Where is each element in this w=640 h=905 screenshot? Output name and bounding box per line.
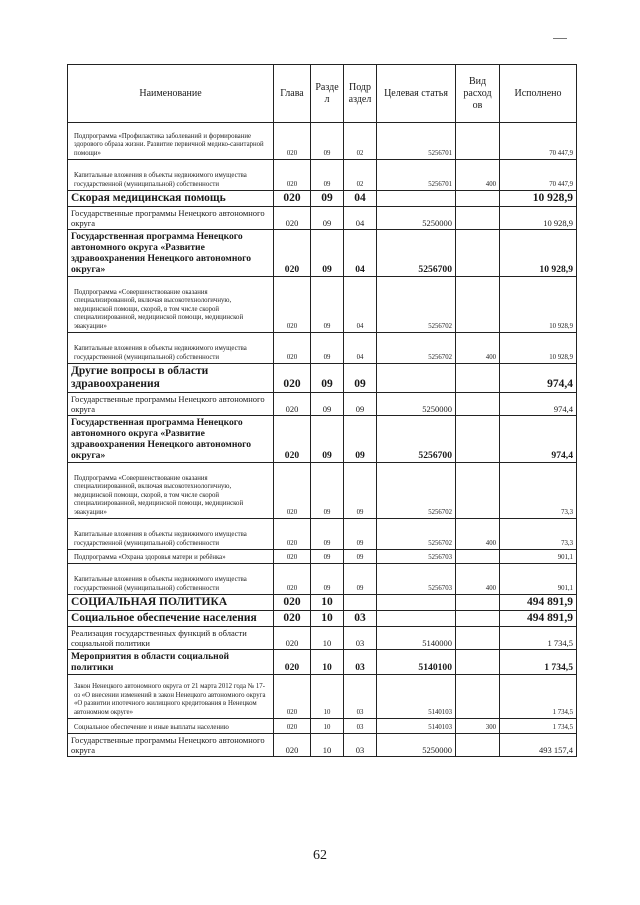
table-row — [68, 627, 577, 650]
cell-target: 5256700 — [377, 416, 456, 463]
cell-section: 09 — [311, 364, 344, 393]
table-row — [68, 160, 577, 191]
cell-name: Подпрограмма «Совершенствование оказания специализированной, включая высокотехнологичную, медицинской помощи, скорой, в том числе скорой специализированной, медицинской помощи, медицинской эвакуации» — [68, 463, 274, 519]
cell-subsection: 04 — [344, 191, 377, 207]
cell-expense — [456, 595, 500, 611]
cell-section: 09 — [311, 123, 344, 160]
cell-target: 5140100 — [377, 650, 456, 675]
cell-executed: 73,3 — [500, 519, 577, 550]
cell-chapter: 020 — [274, 650, 311, 675]
cell-expense: 400 — [456, 564, 500, 595]
cell-executed: 494 891,9 — [500, 611, 577, 627]
cell-section: 10 — [311, 627, 344, 650]
cell-subsection — [344, 595, 377, 611]
cell-expense — [456, 393, 500, 416]
cell-executed: 70 447,9 — [500, 160, 577, 191]
cell-section: 09 — [311, 191, 344, 207]
cell-name: Социальное обеспечение и иные выплаты населению — [68, 719, 274, 734]
table-row — [68, 519, 577, 550]
cell-expense — [456, 650, 500, 675]
cell-target: 5256703 — [377, 550, 456, 564]
cell-name: Другие вопросы в области здравоохранения — [68, 364, 274, 393]
table-row — [68, 191, 577, 207]
table-row — [68, 364, 577, 393]
budget-table — [67, 64, 577, 757]
cell-chapter: 020 — [274, 463, 311, 519]
cell-target: 5250000 — [377, 734, 456, 757]
cell-chapter: 020 — [274, 416, 311, 463]
table-body — [68, 123, 577, 757]
cell-executed: 10 928,9 — [500, 191, 577, 207]
cell-section: 09 — [311, 333, 344, 364]
cell-name: Государственные программы Ненецкого автономного округа — [68, 734, 274, 757]
header-target: Целевая статья — [377, 65, 456, 123]
table-row — [68, 595, 577, 611]
cell-name: Подпрограмма «Совершенствование оказания специализированной, включая высокотехнологичную, медицинской помощи, скорой, в том числе скорой специализированной, медицинской помощи, медицинской эвакуации» — [68, 277, 274, 333]
cell-section: 09 — [311, 207, 344, 230]
cell-subsection: 09 — [344, 519, 377, 550]
cell-section: 10 — [311, 675, 344, 719]
cell-subsection: 04 — [344, 207, 377, 230]
cell-subsection: 02 — [344, 160, 377, 191]
cell-executed: 974,4 — [500, 393, 577, 416]
cell-section: 09 — [311, 463, 344, 519]
cell-name: Реализация государственных функций в области социальной политики — [68, 627, 274, 650]
cell-chapter: 020 — [274, 719, 311, 734]
cell-expense — [456, 734, 500, 757]
cell-section: 09 — [311, 160, 344, 191]
cell-executed: 10 928,9 — [500, 277, 577, 333]
header-section: Разде л — [311, 65, 344, 123]
cell-expense — [456, 550, 500, 564]
table-row — [68, 734, 577, 757]
cell-section: 09 — [311, 564, 344, 595]
cell-expense — [456, 277, 500, 333]
cell-expense — [456, 123, 500, 160]
cell-executed: 494 891,9 — [500, 595, 577, 611]
header-name: Наименование — [68, 65, 274, 123]
cell-expense — [456, 416, 500, 463]
cell-name: Мероприятия в области социальной политики — [68, 650, 274, 675]
cell-executed: 10 928,9 — [500, 230, 577, 277]
cell-expense: 300 — [456, 719, 500, 734]
cell-chapter: 020 — [274, 207, 311, 230]
cell-name: Капитальные вложения в объекты недвижимого имущества государственной (муниципальной) собственности — [68, 519, 274, 550]
cell-name: Государственная программа Ненецкого автономного округа «Развитие здравоохранения Ненецкого автономного округа» — [68, 230, 274, 277]
cell-target: 5256701 — [377, 160, 456, 191]
cell-executed: 70 447,9 — [500, 123, 577, 160]
cell-name: Закон Ненецкого автономного округа от 21 марта 2012 года № 17-оз «О внесении изменений в закон Ненецкого автономного округа «О развитии ипотечного жилищного кредитования в Ненецком автономном округе» — [68, 675, 274, 719]
table-row — [68, 550, 577, 564]
cell-expense — [456, 230, 500, 277]
cell-name: Социальное обеспечение населения — [68, 611, 274, 627]
cell-subsection: 03 — [344, 650, 377, 675]
table-row — [68, 277, 577, 333]
cell-executed: 493 157,4 — [500, 734, 577, 757]
cell-section: 09 — [311, 230, 344, 277]
cell-target: 5256701 — [377, 123, 456, 160]
cell-executed: 10 928,9 — [500, 207, 577, 230]
corner-mark — [553, 38, 567, 39]
cell-expense — [456, 207, 500, 230]
cell-expense — [456, 611, 500, 627]
cell-subsection: 09 — [344, 364, 377, 393]
cell-chapter: 020 — [274, 675, 311, 719]
cell-name: Скорая медицинская помощь — [68, 191, 274, 207]
cell-target — [377, 611, 456, 627]
cell-section: 09 — [311, 277, 344, 333]
cell-target: 5250000 — [377, 207, 456, 230]
page-number: 62 — [313, 848, 327, 863]
cell-target: 5250000 — [377, 393, 456, 416]
cell-executed: 901,1 — [500, 550, 577, 564]
cell-executed: 901,1 — [500, 564, 577, 595]
cell-chapter: 020 — [274, 191, 311, 207]
cell-section: 09 — [311, 416, 344, 463]
cell-target: 5256702 — [377, 519, 456, 550]
cell-chapter: 020 — [274, 519, 311, 550]
cell-section: 10 — [311, 650, 344, 675]
cell-name: Подпрограмма «Охрана здоровья матери и ребёнка» — [68, 550, 274, 564]
cell-section: 09 — [311, 393, 344, 416]
cell-expense: 400 — [456, 519, 500, 550]
cell-subsection: 04 — [344, 277, 377, 333]
table-row — [68, 611, 577, 627]
cell-chapter: 020 — [274, 364, 311, 393]
cell-executed: 974,4 — [500, 416, 577, 463]
cell-expense: 400 — [456, 160, 500, 191]
cell-chapter: 020 — [274, 333, 311, 364]
cell-target — [377, 364, 456, 393]
cell-name: Подпрограмма «Профилактика заболеваний и формирование здорового образа жизни. Развитие первичной медико-санитарной помощи» — [68, 123, 274, 160]
cell-chapter: 020 — [274, 627, 311, 650]
cell-subsection: 04 — [344, 230, 377, 277]
cell-section: 10 — [311, 734, 344, 757]
cell-target: 5256702 — [377, 277, 456, 333]
cell-target: 5256702 — [377, 463, 456, 519]
table-row — [68, 207, 577, 230]
cell-target — [377, 191, 456, 207]
table-row — [68, 564, 577, 595]
cell-name: Государственные программы Ненецкого автономного округа — [68, 393, 274, 416]
cell-name: Капитальные вложения в объекты недвижимого имущества государственной (муниципальной) собственности — [68, 564, 274, 595]
cell-expense: 400 — [456, 333, 500, 364]
cell-subsection: 09 — [344, 463, 377, 519]
table-row — [68, 719, 577, 734]
cell-subsection: 03 — [344, 734, 377, 757]
header-executed: Исполнено — [500, 65, 577, 123]
cell-executed: 1 734,5 — [500, 675, 577, 719]
header-expense: Вид расход ов — [456, 65, 500, 123]
cell-name: Капитальные вложения в объекты недвижимого имущества государственной (муниципальной) собственности — [68, 160, 274, 191]
cell-chapter: 020 — [274, 160, 311, 191]
cell-executed: 73,3 — [500, 463, 577, 519]
table-row — [68, 333, 577, 364]
cell-target: 5140000 — [377, 627, 456, 650]
cell-section: 10 — [311, 595, 344, 611]
cell-subsection: 09 — [344, 393, 377, 416]
cell-expense — [456, 463, 500, 519]
cell-target: 5256702 — [377, 333, 456, 364]
cell-chapter: 020 — [274, 564, 311, 595]
table-row — [68, 416, 577, 463]
table-row — [68, 675, 577, 719]
cell-subsection: 03 — [344, 719, 377, 734]
table-header-row — [68, 65, 577, 123]
cell-subsection: 09 — [344, 564, 377, 595]
cell-name: Государственные программы Ненецкого автономного округа — [68, 207, 274, 230]
header-subsection: Подр аздел — [344, 65, 377, 123]
table-row — [68, 230, 577, 277]
table-row — [68, 650, 577, 675]
cell-subsection: 03 — [344, 675, 377, 719]
table-row — [68, 463, 577, 519]
cell-target: 5140103 — [377, 675, 456, 719]
cell-subsection: 02 — [344, 123, 377, 160]
cell-target: 5256700 — [377, 230, 456, 277]
cell-expense — [456, 191, 500, 207]
cell-chapter: 020 — [274, 611, 311, 627]
cell-expense — [456, 627, 500, 650]
cell-section: 10 — [311, 611, 344, 627]
cell-subsection: 03 — [344, 611, 377, 627]
cell-executed: 1 734,5 — [500, 627, 577, 650]
cell-chapter: 020 — [274, 277, 311, 333]
cell-executed: 974,4 — [500, 364, 577, 393]
table-row — [68, 123, 577, 160]
cell-name: СОЦИАЛЬНАЯ ПОЛИТИКА — [68, 595, 274, 611]
cell-executed: 10 928,9 — [500, 333, 577, 364]
cell-section: 09 — [311, 550, 344, 564]
cell-section: 09 — [311, 519, 344, 550]
cell-chapter: 020 — [274, 230, 311, 277]
cell-subsection: 03 — [344, 627, 377, 650]
cell-expense — [456, 675, 500, 719]
cell-name: Государственная программа Ненецкого автономного округа «Развитие здравоохранения Ненецкого автономного округа» — [68, 416, 274, 463]
cell-executed: 1 734,5 — [500, 719, 577, 734]
cell-chapter: 020 — [274, 393, 311, 416]
cell-subsection: 09 — [344, 550, 377, 564]
cell-executed: 1 734,5 — [500, 650, 577, 675]
cell-chapter: 020 — [274, 734, 311, 757]
cell-subsection: 04 — [344, 333, 377, 364]
cell-chapter: 020 — [274, 595, 311, 611]
table-row — [68, 393, 577, 416]
cell-name: Капитальные вложения в объекты недвижимого имущества государственной (муниципальной) собственности — [68, 333, 274, 364]
cell-chapter: 020 — [274, 123, 311, 160]
cell-expense — [456, 364, 500, 393]
cell-chapter: 020 — [274, 550, 311, 564]
cell-section: 10 — [311, 719, 344, 734]
cell-target: 5140103 — [377, 719, 456, 734]
cell-subsection: 09 — [344, 416, 377, 463]
header-chapter: Глава — [274, 65, 311, 123]
cell-target: 5256703 — [377, 564, 456, 595]
cell-target — [377, 595, 456, 611]
